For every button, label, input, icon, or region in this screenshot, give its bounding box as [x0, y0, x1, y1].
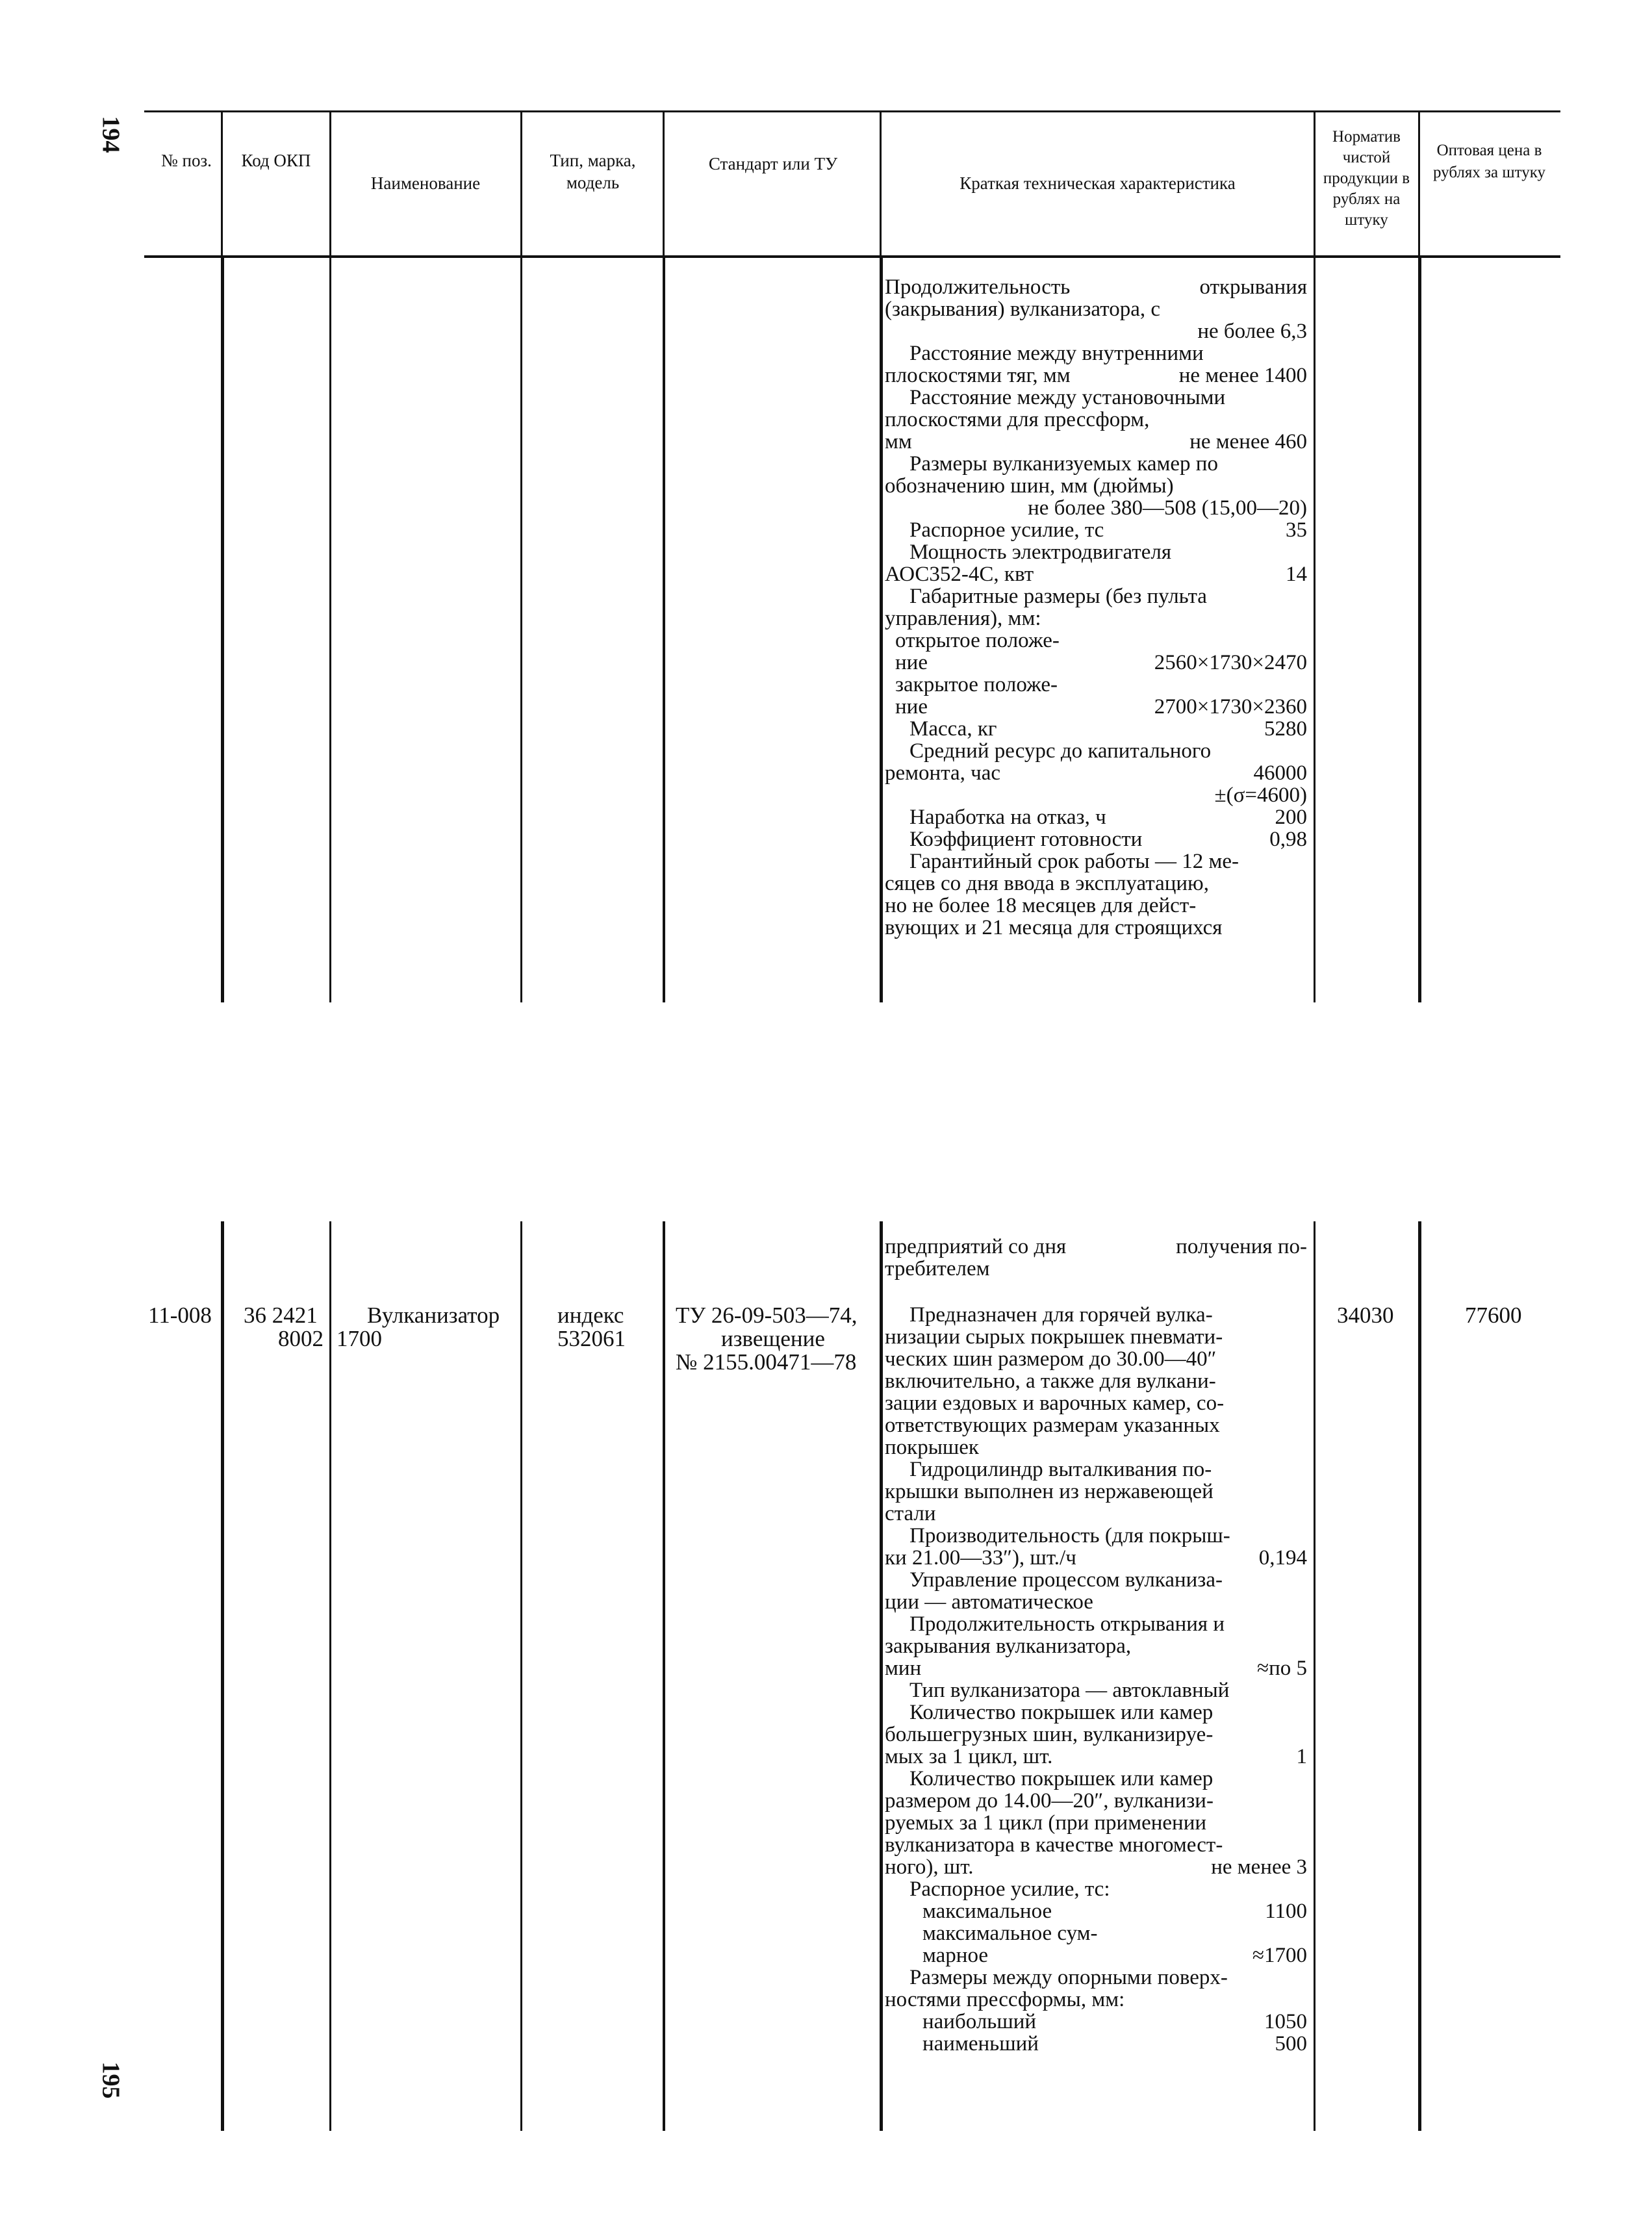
s2-line-32 — [922, 1944, 1307, 1966]
s1-t17a: ние — [895, 651, 928, 674]
s2-line-7: зации ездовых и варочных камер, со- — [885, 1392, 1225, 1415]
s1-line-0 — [885, 276, 1307, 298]
s1-line-7 — [885, 431, 1307, 453]
s1-t25a: Коэффициент готовности — [909, 828, 1143, 851]
header-sep-2 — [329, 112, 331, 256]
s1-line-15: управления), мм: — [885, 607, 1041, 630]
s1-line-17 — [895, 652, 1307, 674]
s1-line-2: не более 6,3 — [1197, 320, 1307, 343]
s1-line-16: открытое положе- — [895, 629, 1060, 652]
page-number-top: 194 — [97, 116, 125, 153]
header-price: Оптовая цена в рублях за штуку — [1432, 142, 1546, 181]
header-sep-5 — [880, 112, 882, 256]
s2-t19b: ≈по 5 — [1256, 1657, 1307, 1680]
s1-t7b: не менее 460 — [1189, 430, 1307, 453]
s1-t17b: 2560×1730×2470 — [1154, 651, 1307, 674]
s2-line-27: вулканизатора в качестве многомест- — [885, 1833, 1223, 1857]
s2-t36a: наименьший — [922, 2032, 1039, 2055]
s1-t19b: 2700×1730×2360 — [1154, 695, 1307, 719]
s1-t22a: ремонта, час — [885, 761, 1001, 785]
s2-line-22: большегрузных шин, вулканизируе- — [885, 1723, 1214, 1746]
s1-line-21: Средний ресурс до капитального — [909, 739, 1212, 763]
s1-col-6 — [1314, 258, 1315, 1002]
s2-col-5 — [880, 1221, 883, 2131]
s2-t0a: предприятий со дня — [885, 1235, 1067, 1258]
s2-col-7 — [1418, 1221, 1421, 2131]
s1-line-5: Расстояние между установочными — [909, 386, 1226, 409]
s1-t25b: 0,98 — [1269, 828, 1307, 851]
s2-line-5: ческих шин размером до 30.00—40″ — [885, 1347, 1217, 1371]
s2-line-9: покрышек — [885, 1436, 979, 1459]
s2-line-20: Тип вулканизатора — автоклавный — [909, 1679, 1230, 1702]
s2-name-2: 1700 — [337, 1326, 382, 1351]
s1-t20a: Масса, кг — [909, 717, 997, 741]
header-sep-1 — [221, 112, 223, 256]
s1-col-3 — [520, 258, 522, 1002]
s2-col-3 — [520, 1221, 522, 2131]
s2-col-2 — [329, 1221, 331, 2131]
s1-line-18: закрытое положе- — [895, 673, 1058, 696]
s2-t30b: 1100 — [1265, 1900, 1307, 1923]
s2-line-28 — [885, 1856, 1307, 1878]
s1-line-23: ±(σ=4600) — [1214, 783, 1307, 807]
s1-col-1 — [221, 258, 224, 1002]
s1-line-6: плоскостями для прессформ, — [885, 408, 1150, 431]
header-spec: Краткая техническая характеристика — [959, 173, 1236, 193]
s2-line-12: стали — [885, 1502, 936, 1525]
s2-std-2: извещение — [721, 1326, 825, 1351]
s1-line-4 — [885, 364, 1307, 387]
s1-line-8: Размеры вулканизуемых камер по — [909, 452, 1218, 476]
s2-t0b: получения по- — [1176, 1235, 1307, 1258]
s2-line-23 — [885, 1746, 1307, 1768]
s1-t24a: Наработка на отказ, ч — [909, 806, 1106, 829]
s1-line-10: не более 380—508 (15,00—20) — [1028, 496, 1307, 520]
s2-line-35 — [922, 2011, 1307, 2033]
s2-t32b: ≈1700 — [1252, 1944, 1307, 1967]
s1-t11a: Распорное усилие, тс — [909, 518, 1104, 542]
s2-price: 77600 — [1465, 1303, 1522, 1328]
s1-line-24 — [909, 806, 1307, 828]
s2-name-1: Вулканизатор — [367, 1303, 500, 1328]
s1-col-2 — [329, 258, 331, 1002]
s2-line-21: Количество покрышек или камер — [909, 1701, 1214, 1724]
s2-line-33: Размеры между опорными поверх- — [909, 1966, 1228, 1989]
s2-t36b: 500 — [1275, 2032, 1307, 2055]
s2-line-0 — [885, 1236, 1307, 1258]
s2-line-13: Производительность (для покрыш- — [909, 1524, 1230, 1547]
s2-okp-2: 8002 — [278, 1326, 324, 1351]
s1-line-29: вующих и 21 месяца для строящихся — [885, 916, 1223, 939]
s1-line-1: (закрывания) вулканизатора, с — [885, 298, 1160, 321]
s2-line-25: размером до 14.00—20″, вулканизи- — [885, 1789, 1214, 1813]
header-top-rule — [144, 110, 1560, 112]
s2-line-18: закрывания вулканизатора, — [885, 1635, 1132, 1658]
header-sep-4 — [663, 112, 665, 256]
s1-t19a: ние — [895, 695, 928, 719]
s2-t30a: максимальное — [922, 1900, 1052, 1923]
s2-t32a: марное — [922, 1944, 989, 1967]
header-norm: Норматив чистой продукции в рублях на штуку — [1323, 128, 1410, 229]
s1-line-12: Мощность электродвигателя — [909, 541, 1172, 564]
s2-t23a: мых за 1 цикл, шт. — [885, 1745, 1053, 1768]
s1-t11b: 35 — [1286, 518, 1307, 542]
s1-t24b: 200 — [1275, 806, 1307, 829]
s2-line-14 — [885, 1547, 1307, 1569]
header-okp: Код ОКП — [241, 151, 311, 170]
s1-t22b: 46000 — [1253, 761, 1307, 785]
s1-t4a: плоскостями тяг, мм — [885, 364, 1071, 387]
s2-t28a: ного), шт. — [885, 1855, 974, 1879]
s2-line-24: Количество покрышек или камер — [909, 1767, 1214, 1790]
s2-col-4 — [663, 1221, 665, 2131]
s1-t0b: открывания — [1199, 275, 1307, 299]
s2-t14a: ки 21.00—33″), шт./ч — [885, 1546, 1076, 1570]
s1-line-22 — [885, 762, 1307, 784]
s2-norm: 34030 — [1337, 1303, 1394, 1328]
s1-line-11 — [909, 519, 1307, 541]
header-name: Наименование — [370, 173, 481, 193]
s1-line-27: сяцев со дня ввода в эксплуатацию, — [885, 872, 1209, 895]
header-sep-6 — [1314, 112, 1315, 256]
s2-no: 11-008 — [148, 1303, 212, 1328]
header-no: № поз. — [161, 151, 212, 170]
s2-std-1: ТУ 26-09-503—74, — [676, 1303, 858, 1328]
s2-t14b: 0,194 — [1258, 1546, 1307, 1570]
s2-line-31: максимальное сум- — [922, 1922, 1098, 1945]
s2-line-1: требителем — [885, 1257, 990, 1280]
s2-t23b: 1 — [1296, 1745, 1307, 1768]
s1-col-5 — [880, 258, 883, 1002]
header-sep-3 — [520, 112, 522, 256]
s1-line-19 — [895, 696, 1307, 718]
s1-t7a: мм — [885, 430, 912, 453]
s2-col-1 — [221, 1221, 224, 2131]
s1-line-14: Габаритные размеры (без пульта — [909, 585, 1207, 608]
s1-col-7 — [1418, 258, 1421, 1002]
s2-line-8: ответствующих размерам указанных — [885, 1414, 1220, 1437]
s2-line-29: Распорное усилие, тс: — [909, 1877, 1110, 1901]
s1-t20b: 5280 — [1264, 717, 1307, 741]
s1-line-28: но не более 18 месяцев для дейст- — [885, 894, 1197, 917]
s1-line-9: обозначению шин, мм (дюймы) — [885, 474, 1174, 498]
s1-line-13 — [885, 563, 1307, 585]
s2-col-6 — [1314, 1221, 1315, 2131]
s2-line-34: ностями прессформы, мм: — [885, 1988, 1125, 2011]
page-number-bottom: 195 — [97, 2061, 125, 2099]
s1-t4b: не менее 1400 — [1178, 364, 1307, 387]
s2-line-4: низации сырых покрышек пневмати- — [885, 1325, 1223, 1349]
s1-line-25 — [909, 828, 1307, 850]
s1-t13a: АОС352-4С, квт — [885, 563, 1034, 586]
s2-line-17: Продолжительность открывания и — [909, 1612, 1225, 1636]
s1-t13b: 14 — [1286, 563, 1307, 586]
s2-okp-1: 36 2421 — [244, 1303, 318, 1328]
s2-line-15: Управление процессом вулканиза- — [909, 1568, 1223, 1592]
s1-line-20 — [909, 718, 1307, 740]
header-type: Тип, марка, модель — [550, 151, 636, 192]
s2-line-26: руемых за 1 цикл (при применении — [885, 1811, 1207, 1835]
s2-t35a: наибольший — [922, 2010, 1037, 2033]
s2-line-16: ции — автоматическое — [885, 1590, 1093, 1614]
s1-t0a: Продолжительность — [885, 275, 1071, 299]
s1-line-26: Гарантийный срок работы — 12 ме- — [909, 850, 1239, 873]
s2-std-3: № 2155.00471—78 — [676, 1349, 857, 1375]
s2-line-36 — [922, 2033, 1307, 2055]
header-std: Стандарт или ТУ — [708, 154, 838, 173]
s2-line-3: Предназначен для горячей вулка- — [909, 1303, 1213, 1327]
s2-t28b: не менее 3 — [1211, 1855, 1307, 1879]
s2-type-2: 532061 — [557, 1326, 626, 1351]
header-bottom-rule — [144, 255, 1560, 258]
header-sep-7 — [1418, 112, 1420, 256]
s2-line-6: включительно, а также для вулкани- — [885, 1369, 1216, 1393]
s2-line-10: Гидроцилиндр выталкивания по- — [909, 1458, 1212, 1481]
s1-line-3: Расстояние между внутренними — [909, 342, 1204, 365]
s2-type-1: индекс — [557, 1303, 624, 1328]
s2-line-11: крышки выполнен из нержавеющей — [885, 1480, 1214, 1503]
s2-line-30 — [922, 1900, 1307, 1922]
s1-col-4 — [663, 258, 665, 1002]
s2-t35b: 1050 — [1264, 2010, 1307, 2033]
s2-t19a: мин — [885, 1657, 922, 1680]
s2-line-19 — [885, 1657, 1307, 1679]
